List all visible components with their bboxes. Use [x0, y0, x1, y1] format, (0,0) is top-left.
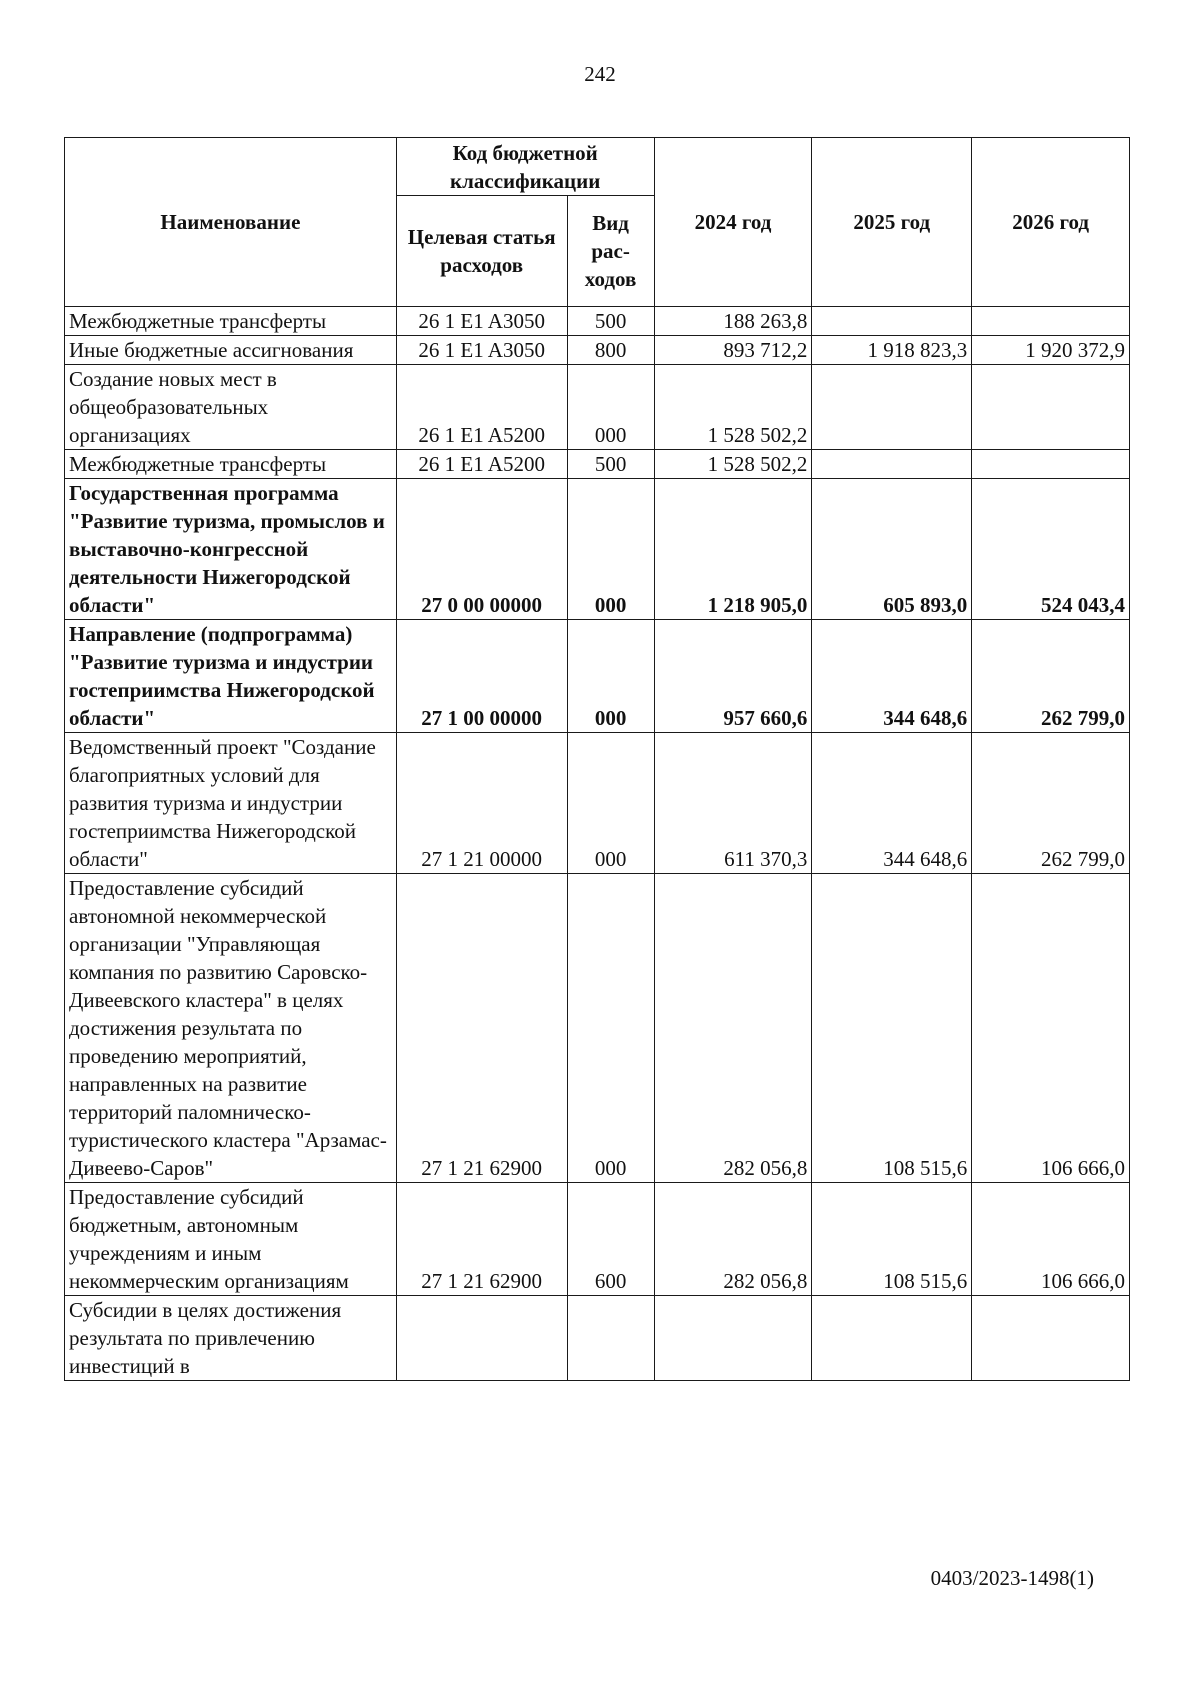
- row-2025: 344 648,6: [812, 620, 972, 733]
- row-2024: 282 056,8: [654, 874, 812, 1183]
- row-vid: 500: [567, 450, 654, 479]
- header-code-group: Код бюджетной классификации: [396, 138, 654, 196]
- row-name: Межбюджетные трансферты: [65, 307, 397, 336]
- table-row: [65, 336, 1130, 365]
- table-row: [65, 307, 1130, 336]
- row-2025: 108 515,6: [812, 1183, 972, 1296]
- row-2024: 1 528 502,2: [654, 450, 812, 479]
- row-vid: 000: [567, 365, 654, 450]
- row-2025: 1 918 823,3: [812, 336, 972, 365]
- row-2024: 188 263,8: [654, 307, 812, 336]
- row-2025: [812, 450, 972, 479]
- row-2025: [812, 365, 972, 450]
- table-row: [65, 365, 1130, 450]
- row-2024: 282 056,8: [654, 1183, 812, 1296]
- row-2026: [972, 450, 1130, 479]
- row-vid: 600: [567, 1183, 654, 1296]
- row-name: Иные бюджетные ассигнования: [65, 336, 397, 365]
- document-code: 0403/2023-1498(1): [930, 1566, 1094, 1590]
- table-row: [65, 450, 1130, 479]
- row-vid: 000: [567, 733, 654, 874]
- row-2024: 957 660,6: [654, 620, 812, 733]
- row-2025: [812, 307, 972, 336]
- header-target: Целевая статья расходов: [396, 196, 567, 307]
- row-code: 26 1 E1 A5200: [396, 450, 567, 479]
- row-vid: 000: [567, 874, 654, 1183]
- budget-table: [64, 137, 1130, 1381]
- row-vid: 000: [567, 620, 654, 733]
- row-name: Направление (подпрограмма) "Развитие туризма и индустрии гостеприимства Нижегородской области": [65, 620, 397, 733]
- row-name: Предоставление субсидий автономной некоммерческой организации "Управляющая компания по развитию Саровско-Дивеевского кластера" в целях достижения результата по проведению мероприятий, направленных на развитие территорий паломническо-туристического кластера "Арзамас-Дивеево-Саров": [65, 874, 397, 1183]
- row-2026: [972, 365, 1130, 450]
- row-2026: 1 920 372,9: [972, 336, 1130, 365]
- row-2024: [654, 1296, 812, 1381]
- row-code: 27 1 21 62900: [396, 874, 567, 1183]
- row-2024: 1 218 905,0: [654, 479, 812, 620]
- header-2024: 2024 год: [654, 138, 812, 307]
- table-row: [65, 1183, 1130, 1296]
- page-number: 242: [584, 62, 616, 86]
- row-name: Предоставление субсидий бюджетным, автономным учреждениям и иным некоммерческим организациям: [65, 1183, 397, 1296]
- row-2026: [972, 1296, 1130, 1381]
- row-code: 27 1 00 00000: [396, 620, 567, 733]
- row-code: 26 1 E1 A3050: [396, 336, 567, 365]
- row-code: 27 1 21 62900: [396, 1183, 567, 1296]
- row-code: [396, 1296, 567, 1381]
- row-name: Субсидии в целях достижения результата по привлечению инвестиций в: [65, 1296, 397, 1381]
- row-vid: 500: [567, 307, 654, 336]
- row-2026: 524 043,4: [972, 479, 1130, 620]
- table-row: [65, 874, 1130, 1183]
- row-2026: 106 666,0: [972, 874, 1130, 1183]
- header-vid: Вид рас-ходов: [567, 196, 654, 307]
- header-name: Наименование: [65, 138, 397, 307]
- row-vid: [567, 1296, 654, 1381]
- row-2026: 106 666,0: [972, 1183, 1130, 1296]
- row-code: 26 1 E1 A5200: [396, 365, 567, 450]
- row-2026: [972, 307, 1130, 336]
- table-row: [65, 733, 1130, 874]
- row-2025: [812, 1296, 972, 1381]
- table-row: [65, 620, 1130, 733]
- row-2026: 262 799,0: [972, 620, 1130, 733]
- row-name: Межбюджетные трансферты: [65, 450, 397, 479]
- row-2025: 605 893,0: [812, 479, 972, 620]
- row-2024: 893 712,2: [654, 336, 812, 365]
- row-2026: 262 799,0: [972, 733, 1130, 874]
- row-2025: 108 515,6: [812, 874, 972, 1183]
- header-2026: 2026 год: [972, 138, 1130, 307]
- row-code: 27 1 21 00000: [396, 733, 567, 874]
- table-row: [65, 479, 1130, 620]
- table-row: [65, 1296, 1130, 1381]
- row-code: 26 1 E1 A3050: [396, 307, 567, 336]
- header-2025: 2025 год: [812, 138, 972, 307]
- row-name: Государственная программа "Развитие туризма, промыслов и выставочно-конгрессной деятельности Нижегородской области": [65, 479, 397, 620]
- row-2024: 1 528 502,2: [654, 365, 812, 450]
- row-vid: 000: [567, 479, 654, 620]
- row-name: Создание новых мест в общеобразовательных организациях: [65, 365, 397, 450]
- row-2024: 611 370,3: [654, 733, 812, 874]
- row-vid: 800: [567, 336, 654, 365]
- row-2025: 344 648,6: [812, 733, 972, 874]
- row-code: 27 0 00 00000: [396, 479, 567, 620]
- row-name: Ведомственный проект "Создание благоприятных условий для развития туризма и индустрии гостеприимства Нижегородской области": [65, 733, 397, 874]
